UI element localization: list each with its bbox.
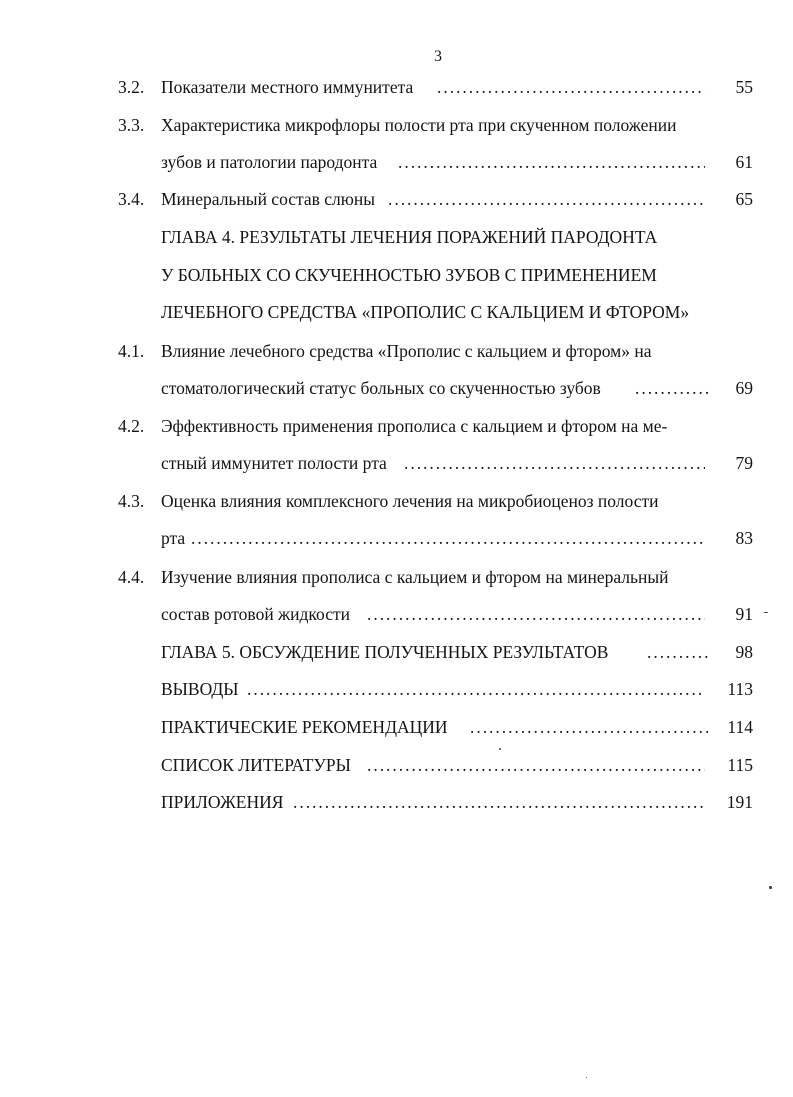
dot-leader (470, 715, 710, 739)
chapter-4-heading-line-1 (0, 225, 793, 249)
toc-entry-4-4 (0, 565, 793, 589)
toc-entry-4-4-cont (0, 602, 793, 626)
toc-title: рта (161, 528, 186, 548)
toc-entry-4-1-cont (0, 376, 793, 400)
toc-entry-4-3 (0, 489, 793, 513)
toc-page: 191 (726, 792, 753, 812)
dot-leader (191, 526, 705, 550)
toc-page: 69 (735, 378, 753, 398)
dot-leader (647, 640, 710, 664)
toc-page: 113 (727, 679, 753, 699)
toc-entry-chapter-5 (0, 640, 793, 664)
dot-leader (404, 451, 705, 475)
dot-leader (367, 602, 705, 626)
toc-entry-3-3 (0, 113, 793, 137)
toc-entry-4-2-cont (0, 451, 793, 475)
scan-speck (499, 748, 501, 750)
toc-number: 4.3. (118, 491, 145, 511)
toc-page: 83 (735, 528, 753, 548)
toc-entry-4-2 (0, 414, 793, 438)
toc-entry-recommendations (0, 715, 793, 739)
toc-title: ПРАКТИЧЕСКИЕ РЕКОМЕНДАЦИИ (161, 717, 448, 737)
toc-page: 79 (735, 453, 753, 473)
toc-entry-appendices (0, 790, 793, 814)
toc-title: Характеристика микрофлоры полости рта при скученном положении (161, 115, 677, 135)
chapter-heading: ЛЕЧЕБНОГО СРЕДСТВА «ПРОПОЛИС С КАЛЬЦИЕМ И ФТОРОМ» (161, 302, 690, 322)
toc-title: Показатели местного иммунитета (161, 77, 414, 97)
scan-speck (586, 1077, 587, 1078)
scan-speck (764, 612, 768, 613)
toc-title: Оценка влияния комплексного лечения на микробиоценоз полости (161, 491, 659, 511)
toc-entry-conclusions (0, 677, 793, 701)
toc-title: Эффективность применения прополиса с кальцием и фтором на ме- (161, 416, 668, 436)
toc-number: 3.2. (118, 77, 145, 97)
toc-page: 91 (735, 604, 753, 624)
dot-leader (635, 376, 710, 400)
dot-leader (367, 753, 705, 777)
toc-number: 3.4. (118, 189, 145, 209)
toc-entry-3-3-cont (0, 150, 793, 174)
dot-leader (388, 187, 705, 211)
scan-speck (769, 886, 772, 889)
toc-title: Влияние лечебного средства «Прополис с кальцием и фтором» на (161, 341, 652, 361)
toc-number: 4.1. (118, 341, 145, 361)
page-number: 3 (434, 48, 442, 65)
toc-page: 98 (735, 642, 753, 662)
toc-number: 4.4. (118, 567, 145, 587)
toc-page: 114 (727, 717, 753, 737)
chapter-4-heading-line-3 (0, 300, 793, 324)
toc-title: стный иммунитет полости рта (161, 453, 387, 473)
toc-entry-references (0, 753, 793, 777)
chapter-4-heading-line-2 (0, 263, 793, 287)
toc-entry-3-4 (0, 187, 793, 211)
toc-title: зубов и патологии пародонта (161, 152, 378, 172)
toc-title: Минеральный состав слюны (161, 189, 375, 209)
toc-title: ГЛАВА 5. ОБСУЖДЕНИЕ ПОЛУЧЕННЫХ РЕЗУЛЬТАТОВ (161, 642, 609, 662)
toc-page: 65 (735, 189, 753, 209)
dot-leader (247, 677, 705, 701)
dot-leader (437, 75, 705, 99)
toc-title: состав ротовой жидкости (161, 604, 350, 624)
toc-number: 4.2. (118, 416, 145, 436)
chapter-heading: ГЛАВА 4. РЕЗУЛЬТАТЫ ЛЕЧЕНИЯ ПОРАЖЕНИЙ ПАРОДОНТА (161, 227, 658, 247)
toc-page: 61 (735, 152, 753, 172)
toc-title: ВЫВОДЫ (161, 679, 239, 699)
toc-entry-3-2 (0, 75, 793, 99)
toc-page: 115 (727, 755, 753, 775)
toc-title: СПИСОК ЛИТЕРАТУРЫ (161, 755, 351, 775)
toc-title: Изучение влияния прополиса с кальцием и фтором на минеральный (161, 567, 669, 587)
toc-number: 3.3. (118, 115, 145, 135)
toc-page: 55 (735, 77, 753, 97)
dot-leader (293, 790, 705, 814)
dot-leader (398, 150, 705, 174)
toc-entry-4-1 (0, 339, 793, 363)
chapter-heading: У БОЛЬНЫХ СО СКУЧЕННОСТЬЮ ЗУБОВ С ПРИМЕНЕНИЕМ (161, 265, 657, 285)
toc-title: ПРИЛОЖЕНИЯ (161, 792, 284, 812)
toc-entry-4-3-cont (0, 526, 793, 550)
toc-title: стоматологический статус больных со скученностью зубов (161, 378, 601, 398)
